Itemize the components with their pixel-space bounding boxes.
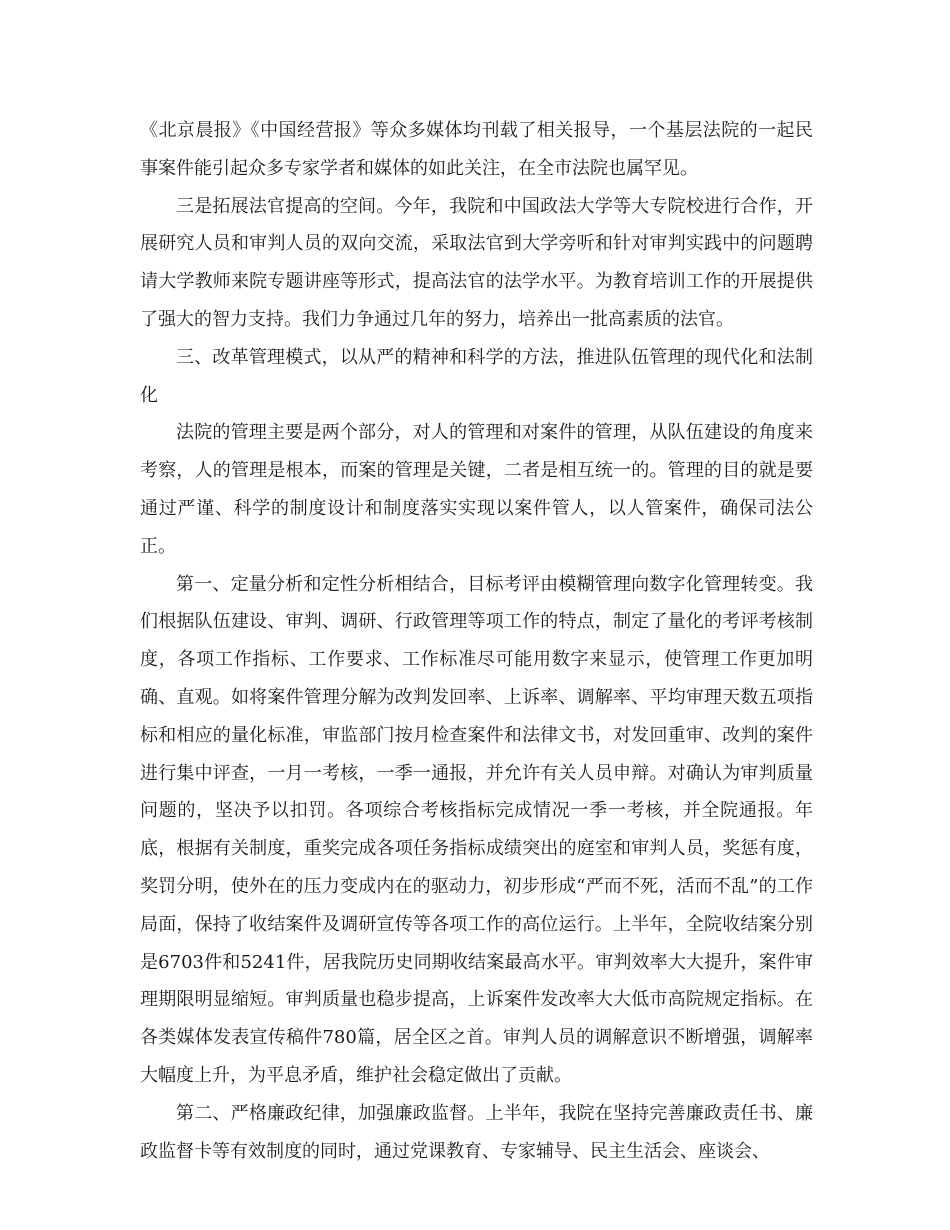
paragraph-integrity-discipline: 第二、严格廉政纪律，加强廉政监督。上半年，我院在坚持完善廉政责任书、廉政监督卡等有效制度的同时，通过党课教育、专家辅导、民主生活会、座谈会、 (140, 1102, 813, 1162)
paragraph-judge-training: 三是拓展法官提高的空间。今年，我院和中国政法大学等大专院校进行合作，开展研究人员和审判人员的双向交流，采取法官到大学旁听和针对审判实践中的问题聘请大学教师来院专题讲座等形式，提高法官的法学水平。为教育培训工作的开展提供了强大的智力支持。我们力争通过几年的努力，培养出一批高素质的法官。 (140, 195, 813, 330)
paragraph-quantitative-assessment: 第一、定量分析和定性分析相结合，目标考评由模糊管理向数字化管理转变。我们根据队伍建设、审判、调研、行政管理等项工作的特点，制定了量化的考评考核制度，各项工作指标、工作要求、工作标准尽可能用数字来显示，使管理工作更加明确、直观。如将案件管理分解为改判发回率、上诉率、调解率、平均审理天数五项指标和相应的量化标准，审监部门按月检查案件和法律文书，对发回重审、改判的案件进行集中评查，一月一考核，一季一通报，并允许有关人员申辩。对确认为审判质量问题的，坚决予以扣罚。各项综合考核指标完成情况一季一考核，并全院通报。年底，根据有关制度，重奖完成各项任务指标成绩突出的庭室和审判人员，奖惩有度，奖罚分明，使外在的压力变成内在的驱动力，初步形成“严而不死，活而不乱”的工作局面，保持了收结案件及调研宣传等各项工作的高位运行。上半年，全院收结案分别是6703件和5241件，居我院历史同期收结案最高水平。审判效率大大提升，案件审理期限明显缩短。审判质量也稳步提高，上诉案件发改率大大低市高院规定指标。在各类媒体发表宣传稿件780篇，居全区之首。审判人员的调解意识不断增强，调解率大幅度上升，为平息矛盾，维护社会稳定做出了贡献。 (140, 573, 813, 1086)
paragraph-media-coverage: 《北京晨报》《中国经营报》等众多媒体均刊载了相关报导，一个基层法院的一起民事案件能引起众多专家学者和媒体的如此关注，在全市法院也属罕见。 (140, 120, 813, 179)
paragraph-court-management: 法院的管理主要是两个部分，对人的管理和对案件的管理，从队伍建设的角度来考察，人的管理是根本，而案的管理是关键，二者是相互统一的。管理的目的就是要通过严谨、科学的制度设计和制度落实实现以案件管人，以人管案件，确保司法公正。 (140, 422, 813, 557)
document-page (140, 112, 813, 1170)
section-heading-management-reform: 三、改革管理模式，以从严的精神和科学的方法，推进队伍管理的现代化和法制化 (140, 346, 813, 406)
